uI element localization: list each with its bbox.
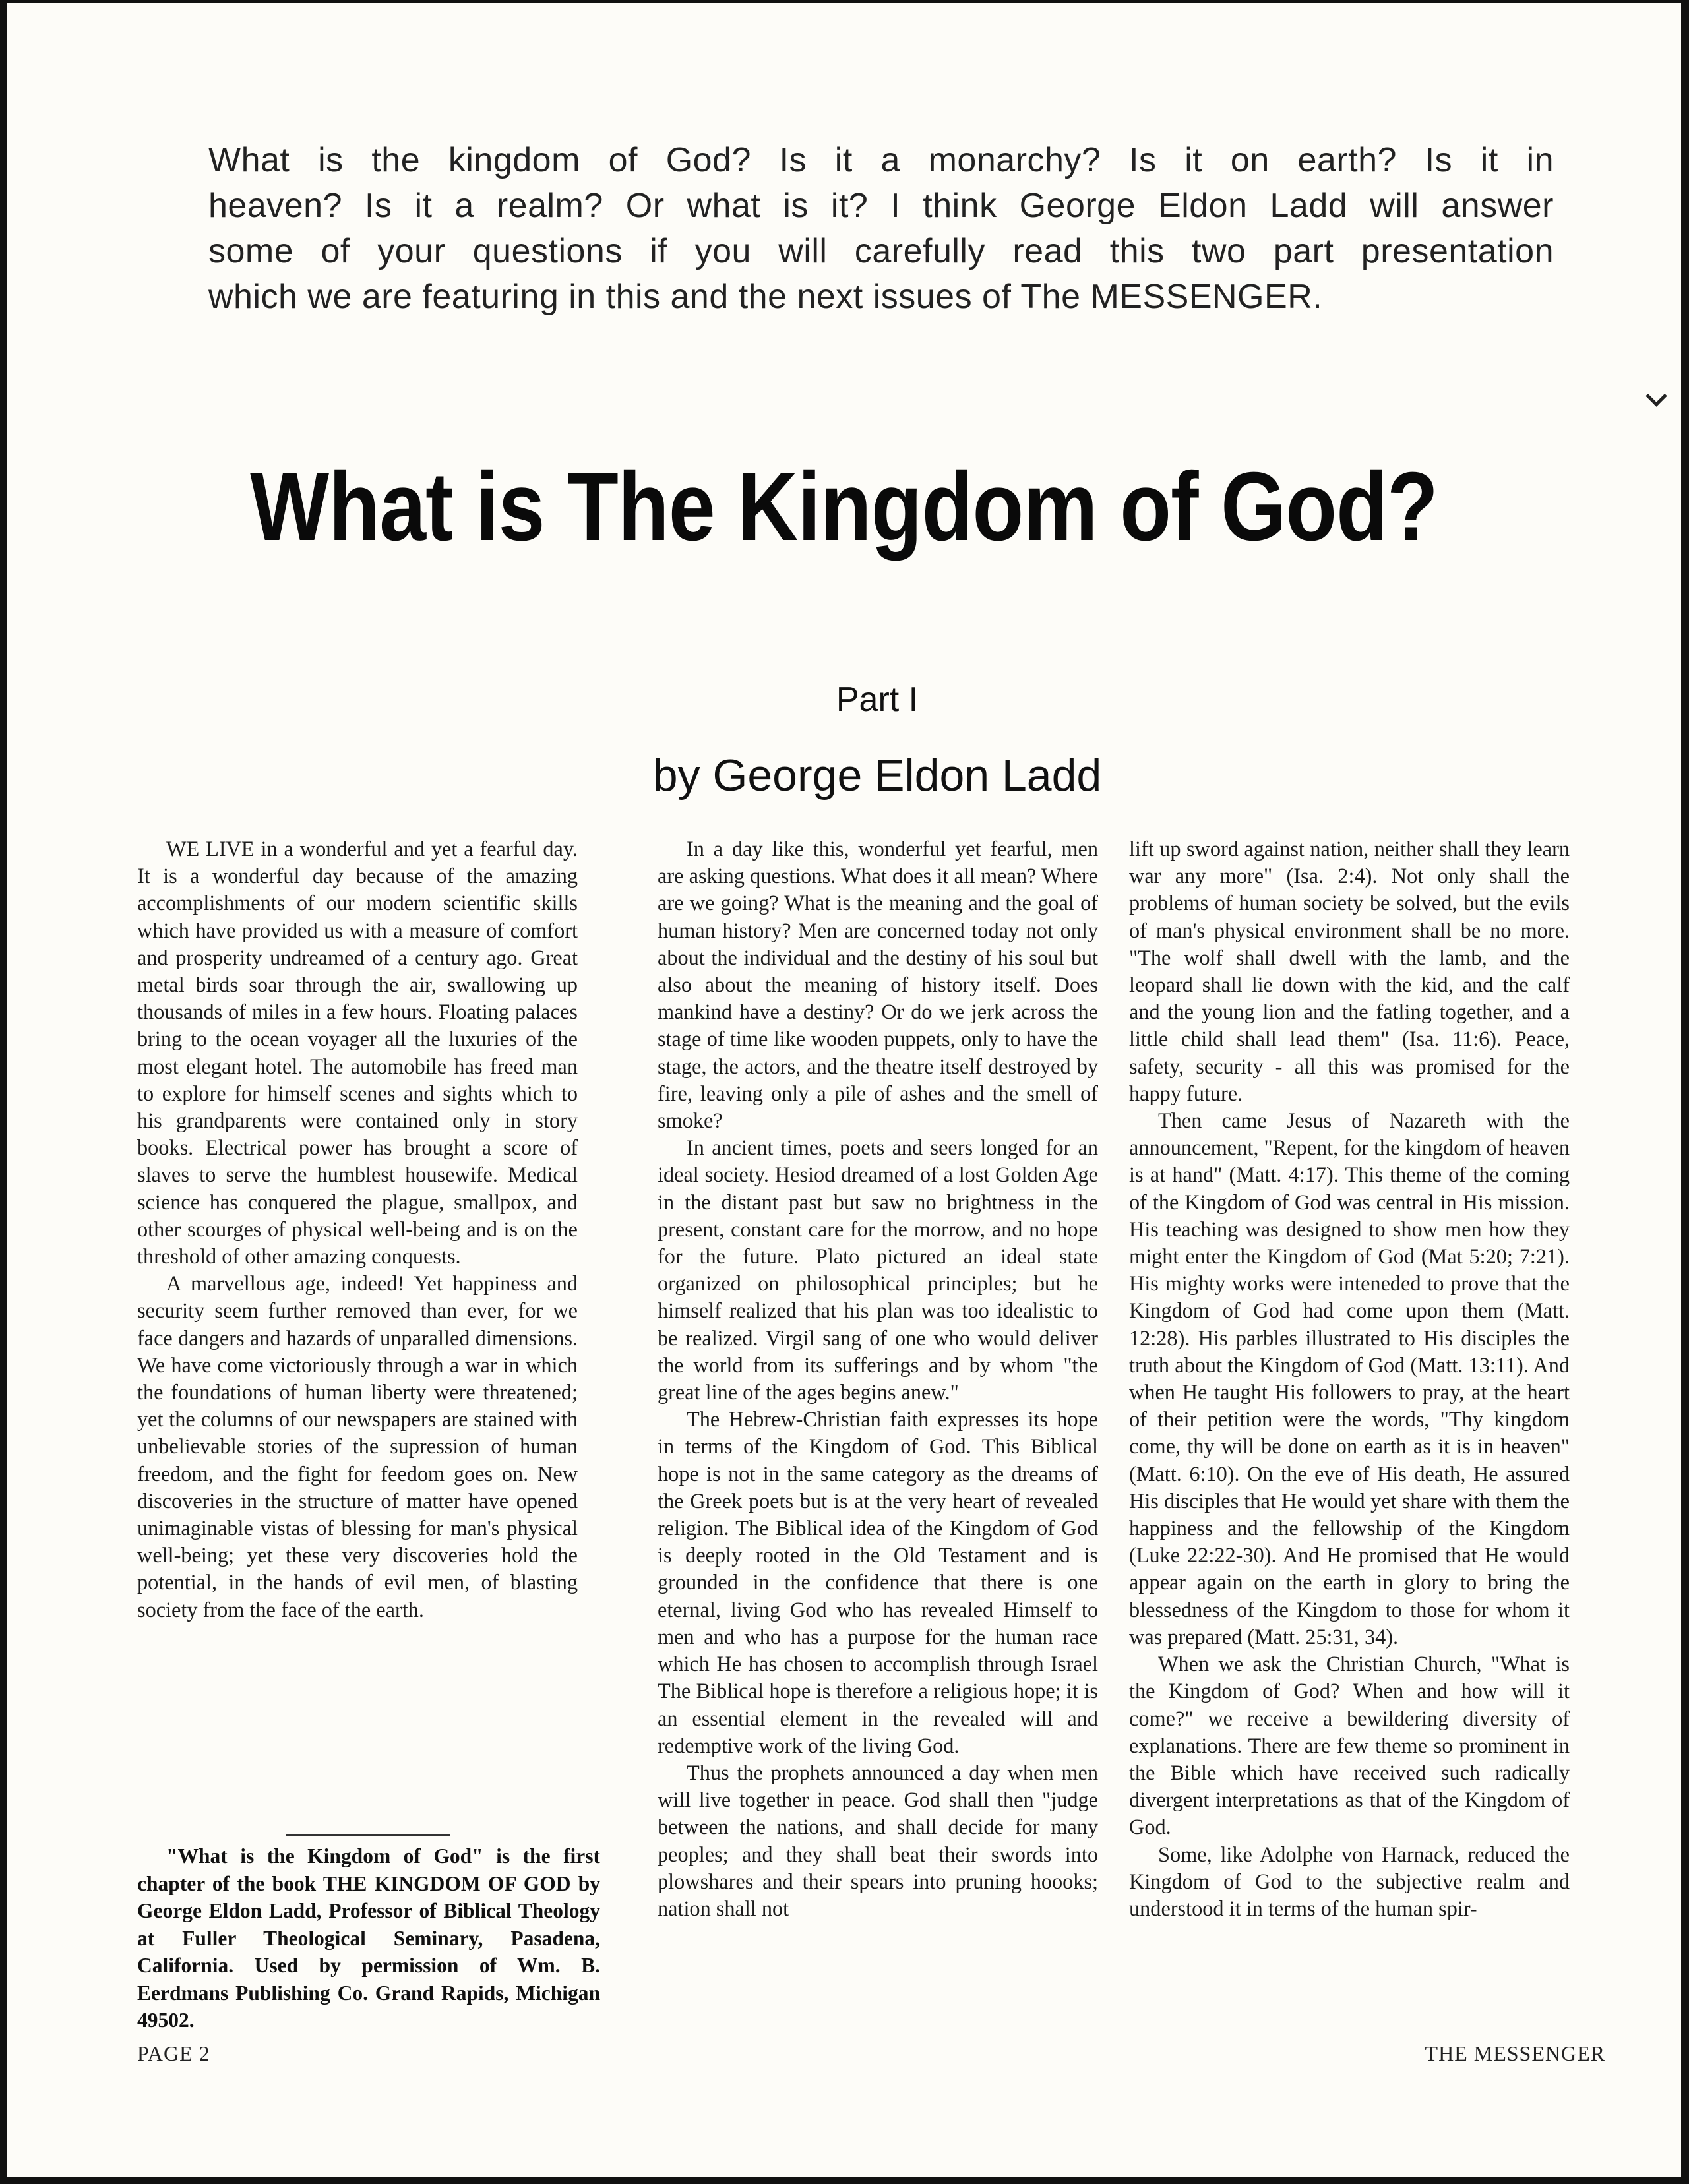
part-label: Part I	[836, 681, 919, 719]
intro-line: which we are featuring in this and the next issues of The MESSENGER.	[208, 278, 1323, 316]
paragraph: lift up sword against nation, neither shall they learn war any more" (Isa. 2:4). Not only shall the problems of human society be solved, but the evils of man's physical environment shall be no more. "The wolf shall dwell with the lamb, and the leopard shall lie down with the kid, and the calf and the young lion and the fatling together, and a little child shall lead them" (Isa. 11:6). Peace, safety, security - all this was promised for the happy future.	[1129, 837, 1570, 1105]
paragraph: When we ask the Christian Church, "What is the Kingdom of God? When and how will it come?" we receive a bewildering diversity of explanations. There are few theme so prominent in the Bible which have received such radically divergent interpretations as that of the Kingdom of God.	[1129, 1652, 1570, 1839]
credit-text: "What is the Kingdom of God" is the first chapter of the book THE KINGDOM OF GOD by George Eldon Ladd, Professor of Biblical Theology at Fuller Theological Seminary, Pasadena, California. Used by permission of Wm. B. Eerdmans Publishing Co. Grand Rapids, Michigan 49502.	[137, 1844, 600, 2032]
paragraph: The Hebrew-Christian faith expresses its hope in terms of the Kingdom of God. This Biblical hope is not in the same category as the dreams of the Greek poets but is at the very heart of revealed religion. The Biblical idea of the Kingdom of God is deeply rooted in the Old Testament and is grounded in the confidence that there is one eternal, living God who has revealed Himself to men and who has a purpose for the human race which He has chosen to accomplish through Israel The Biblical hope is therefore a religious hope; it is an essential element in the revealed will and redemptive work of the living God.	[658, 1407, 1098, 1757]
article-column-1	[137, 835, 578, 1623]
intro-line: some of your questions if you will carefully read this two part presentation	[208, 232, 1554, 270]
article-column-3	[1129, 835, 1570, 1922]
paragraph: Thus the prophets announced a day when men will live together in peace. God shall then "judge between the nations, and shall decide for many peoples; and they shall beat their swords into plowshares and their spears into pruning hoooks; nation shall not	[658, 1760, 1098, 1920]
article-column-2	[658, 835, 1098, 1922]
credit-divider	[286, 1834, 450, 1836]
page-number: PAGE 2	[137, 2042, 210, 2065]
author-byline: by George Eldon Ladd	[652, 750, 1102, 801]
paragraph: A marvellous age, indeed! Yet happiness and security seem further removed than ever, for we face dangers and hazards of unparalled dimensions. We have come victoriously through a war in which the foundations of human liberty were threatened; yet the columns of our newspapers are stained with unbelievable stories of the supression of human freedom, and the fight for feedom goes on. New discoveries in the structure of matter have opened unimaginable vistas of blessing for man's physical well-being; yet these very discoveries hold the potential, in the hands of evil men, of blasting society from the face of the earth.	[137, 1271, 578, 1622]
intro-line: What is the kingdom of God? Is it a monarchy? Is it on earth? Is it in	[208, 141, 1554, 179]
article-title: What is The Kingdom of God?	[250, 452, 1438, 561]
paragraph: In a day like this, wonderful yet fearful, men are asking questions. What does it all mean? Where are we going? What is the meaning and the goal of human history? Men are concerned today not only about the individual and the destiny of his soul but also about the meaning of history itself. Does mankind have a destiny? Or do we jerk across the stage of time like wooden puppets, only to have the stage, the actors, and the theatre itself destroyed by fire, leaving only a pile of ashes and the smell of smoke?	[658, 837, 1098, 1133]
source-credit	[137, 1842, 600, 2034]
publication-name: THE MESSENGER	[1425, 2042, 1605, 2065]
editor-intro	[208, 138, 1554, 320]
scan-edge-mark	[1645, 385, 1667, 407]
intro-line: heaven? Is it a realm? Or what is it? I think George Eldon Ladd will answer	[208, 187, 1554, 225]
paragraph: WE LIVE in a wonderful and yet a fearful day. It is a wonderful day because of the amazing accomplishments of our modern scientific skills which have provided us with a measure of comfort and prosperity undreamed of a century ago. Great metal birds soar through the air, swallowing up thousands of miles in a few hours. Floating palaces bring to the ocean voyager all the luxuries of the most elegant hotel. The automobile has freed man to explore for himself scenes and sights which to his grandparents were contained only in story books. Electrical power has brought a score of slaves to serve the humblest housewife. Medical science has conquered the plague, smallpox, and other scourges of physical well-being and is on the threshold of other amazing conquests.	[137, 837, 578, 1269]
paragraph: In ancient times, poets and seers longed for an ideal society. Hesiod dreamed of a lost Golden Age in the distant past but saw no brightness in the present, constant care for the morrow, and no hope for the future. Plato pictured an ideal state organized on philosophical principles; but he himself realized that his plan was too idealistic to be realized. Virgil sang of one who would deliver the world from its sufferings and by whom "the great line of the ages begins anew."	[658, 1136, 1098, 1405]
paragraph: Some, like Adolphe von Harnack, reduced the Kingdom of God to the subjective realm and understood it in terms of the human spir-	[1129, 1842, 1570, 1920]
paragraph: Then came Jesus of Nazareth with the announcement, "Repent, for the kingdom of heaven is at hand" (Matt. 4:17). This theme of the coming of the Kingdom of God was central in His mission. His teaching was designed to show men how they might enter the Kingdom of God (Mat 5:20; 7:21). His mighty works were inteneded to prove that the Kingdom of God had come upon them (Matt. 12:28). His parbles illustrated to His disciples the truth about the Kingdom of God (Matt. 13:11). And when He taught His followers to pray, at the heart of their petition were the words, "Thy kingdom come, thy will be done on earth as it is in heaven" (Matt. 6:10). On the eve of His death, He assured His disciples that He would yet share with them the happiness and the fellowship of the Kingdom (Luke 22:22-30). And He promised that He would appear again on the earth in glory to bring the blessedness of the Kingdom to those for whom it was prepared (Matt. 25:31, 34).	[1129, 1108, 1570, 1649]
